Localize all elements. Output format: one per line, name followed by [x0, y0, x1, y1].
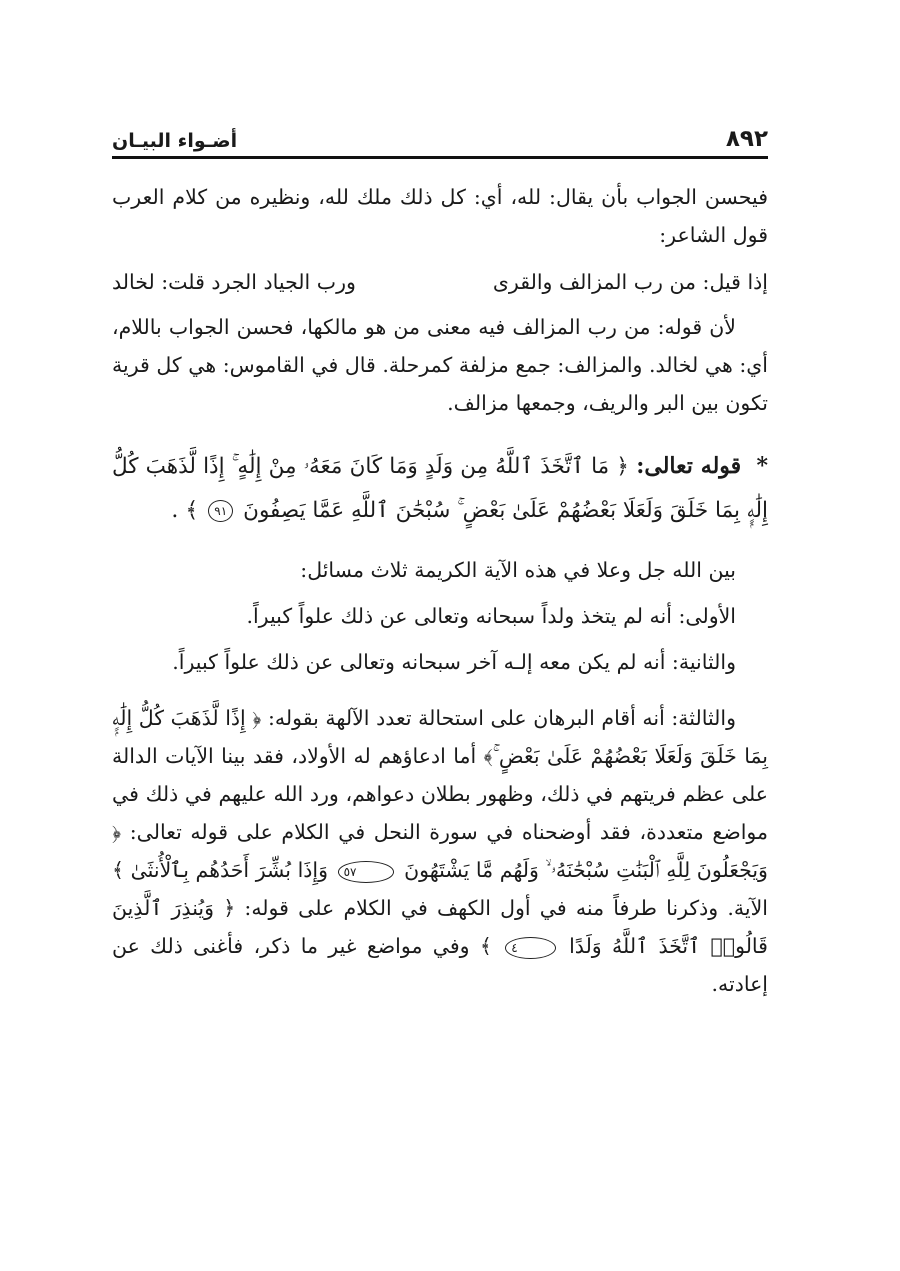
page-body	[112, 178, 768, 1003]
ayah-number-marker: ٥٧	[338, 861, 395, 883]
quran-verse: ﴿ مَا ٱتَّخَذَ ٱللَّهُ مِن وَلَدٍ وَمَا كَانَ مَعَهُۥ مِنْ إِلَٰهٍ ۚ إِذًا لَّذَهَبَ كُلُّ إِلَٰهٍۭ بِمَا خَلَقَ وَلَعَلَا بَعْضُهُمْ عَلَىٰ بَعْضٍ ۚ سُبْحَٰنَ ٱللَّهِ عَمَّا يَصِفُونَ	[112, 454, 768, 523]
paragraph-6-part-a: والثالثة: أنه أقام البرهان على استحالة تعدد الآلهة بقوله: ﴿ إِذًا لَّذَهَبَ كُلُّ إِلَٰهٍۭ بِمَا خَلَقَ وَلَعَلَا بَعْضُهُمْ عَلَىٰ بَعْضٍ ۚ﴾ أما ادعاؤهم له الأولاد، فقد بينا الآيات الدالة على عظم فريتهم في ذلك، وظهور بطلان دعواهم، ورد الله عليهم في ذلك في مواضع متعددة، فقد أوضحناه في سورة النحل في الكلام على قوله تعالى: ﴿ وَيَجْعَلُونَ لِلَّهِ ٱلْبَنَٰتِ سُبْحَٰنَهُۥ ۙ وَلَهُم مَّا يَشْتَهُونَ	[112, 706, 768, 882]
verse-first-hemistich: إذا قيل: من رب المزالف والقرى	[492, 270, 768, 294]
page-header	[112, 112, 768, 159]
paragraph-6-part-b: وَإِذَا بُشِّرَ أَحَدُهُم بِٱلْأُنثَىٰ ﴾ الآية. وذكرنا طرفاً منه في أول الكهف في الكلام على قوله: ﴿ وَيُنذِرَ ٱلَّذِينَ قَالُوا۟ ٱتَّخَذَ ٱللَّهُ وَلَدًا	[112, 858, 768, 958]
paragraph-6	[112, 699, 768, 1003]
paragraph-5: والثانية: أنه لم يكن معه إلـه آخر سبحانه وتعالى عن ذلك علواً كبيراً.	[172, 650, 736, 674]
verse-heading	[112, 444, 768, 533]
paragraph-2: لأن قوله: من رب المزالف فيه معنى من هو مالكها، فحسن الجواب باللام، أي: هي لخالد. والمزالف: جمع مزلفة كمرحلة. قال في القاموس: هي كل قرية تكون بين البر والريف، وجمعها مزالف.	[112, 315, 768, 415]
page-number: ٨٩٢	[725, 126, 768, 152]
running-title: أضـواء البيـان	[112, 130, 238, 152]
paragraph-1: فيحسن الجواب بأن يقال: لله، أي: كل ذلك ملك لله، ونظيره من كلام العرب قول الشاعر:	[112, 185, 768, 247]
paragraph-6-part-c: ﴾ وفي مواضع غير ما ذكر، فأغنى ذلك عن إعادته.	[112, 934, 768, 996]
verse-close: ﴾ .	[171, 498, 199, 523]
verse-second-hemistich: ورب الجياد الجرد قلت: لخالد	[112, 270, 356, 294]
heading-star: *	[756, 453, 769, 479]
paragraph-3: بين الله جل وعلا في هذه الآية الكريمة ثلاث مسائل:	[300, 558, 736, 582]
heading-label: قوله تعالى:	[636, 453, 742, 479]
ayah-number-marker: ٩١	[208, 500, 233, 522]
ayah-number-marker: ٤	[505, 937, 555, 959]
paragraph-4: الأولى: أنه لم يتخذ ولداً سبحانه وتعالى عن ذلك علواً كبيراً.	[246, 604, 736, 628]
poetry-verse	[112, 264, 768, 300]
